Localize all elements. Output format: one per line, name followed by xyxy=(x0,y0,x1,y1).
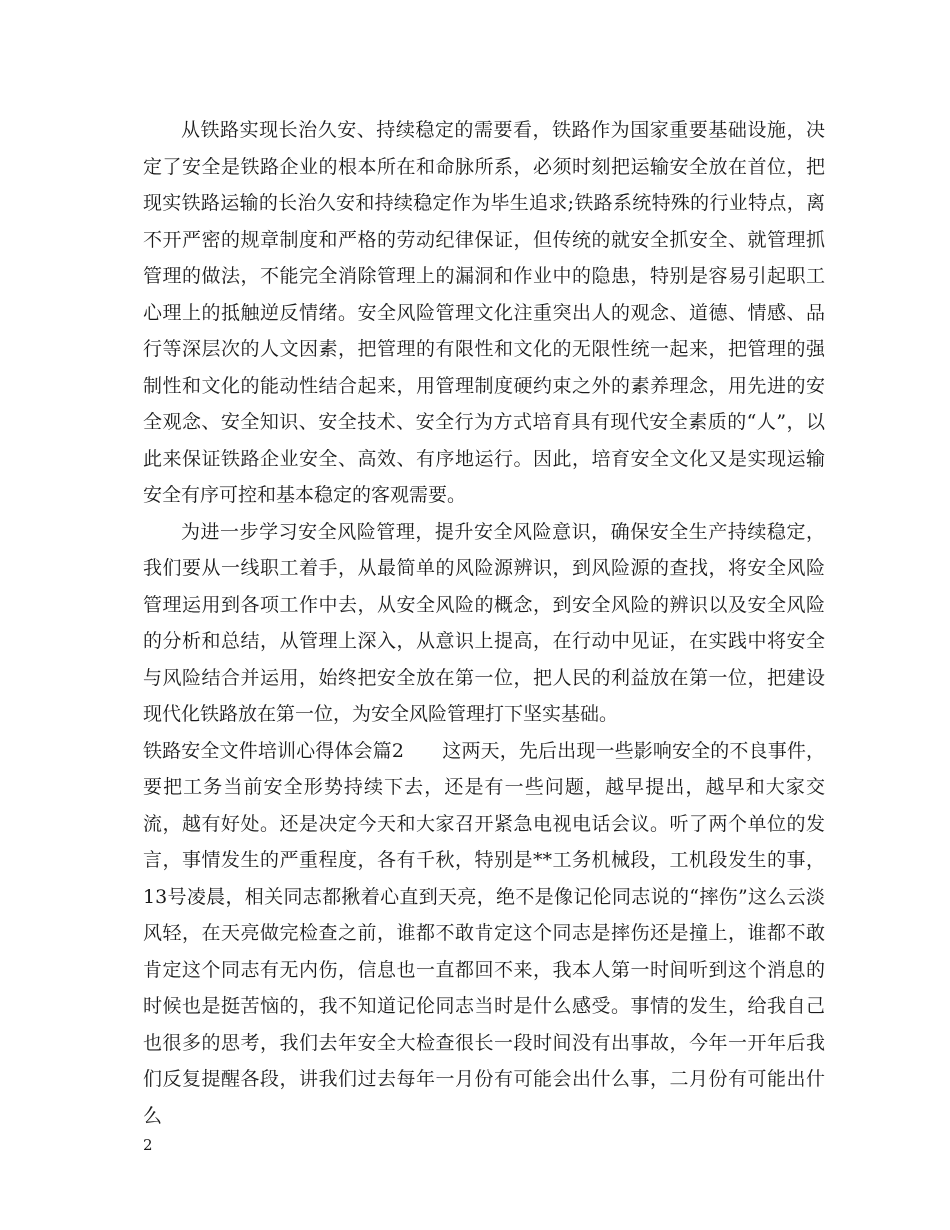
document-body xyxy=(143,112,825,1134)
paragraph-article-2: 铁路安全文件培训心得体会篇2 这两天，先后出现一些影响安全的不良事件，要把工务当前安全形势持续下去，还是有一些问题，越早提出，越早和大家交流，越有好处。还是决定今天和大家召开紧急电视电话会议。听了两个单位的发言，事情发生的严重程度，各有千秋，特别是**工务机械段，工机段发生的事，13号凌晨，相关同志都揪着心直到天亮，绝不是像记伦同志说的“摔伤”这么云淡风轻，在天亮做完检查之前，谁都不敢肯定这个同志是摔伤还是撞上，谁都不敢肯定这个同志有无内伤，信息也一直都回不来，我本人第一时间听到这个消息的时候也是挺苦恼的，我不知道记伦同志当时是什么感受。事情的发生，给我自己也很多的思考，我们去年安全大检查很长一段时间没有出事故，今年一开年后我们反复提醒各段，讲我们过去每年一月份有可能会出什么事，二月份有可能出什么 xyxy=(143,739,825,1127)
paragraph-railway-safety-culture: 从铁路实现长治久安、持续稳定的需要看，铁路作为国家重要基础设施，决定了安全是铁路企业的根本所在和命脉所系，必须时刻把运输安全放在首位，把现实铁路运输的长治久安和持续稳定作为毕生追求;铁路系统特殊的行业特点，离不开严密的规章制度和严格的劳动纪律保证，但传统的就安全抓安全、就管理抓管理的做法，不能完全消除管理上的漏洞和作业中的隐患，特别是容易引起职工心理上的抵触逆反情绪。安全风险管理文化注重突出人的观念、道德、情感、品行等深层次的人文因素，把管理的有限性和文化的无限性统一起来，把管理的强制性和文化的能动性结合起来，用管理制度硬约束之外的素养理念，用先进的安全观念、安全知识、安全技术、安全行为方式培育具有现代安全素质的“人”，以此来保证铁路企业安全、高效、有序地运行。因此，培育安全文化又是实现运输安全有序可控和基本稳定的客观需要。 xyxy=(143,119,825,506)
paragraph-risk-management: 为进一步学习安全风险管理，提升安全风险意识，确保安全生产持续稳定，我们要从一线职工着手，从最简单的风险源辨识，到风险源的查找，将安全风险管理运用到各项工作中去，从安全风险的概念，到安全风险的辨识以及安全风险的分析和总结，从管理上深入，从意识上提高，在行动中见证，在实践中将安全与风险结合并运用，始终把安全放在第一位，把人民的利益放在第一位，把建设现代化铁路放在第一位，为安全风险管理打下坚实基础。 xyxy=(143,520,825,725)
page-number: 2 xyxy=(143,1136,153,1154)
